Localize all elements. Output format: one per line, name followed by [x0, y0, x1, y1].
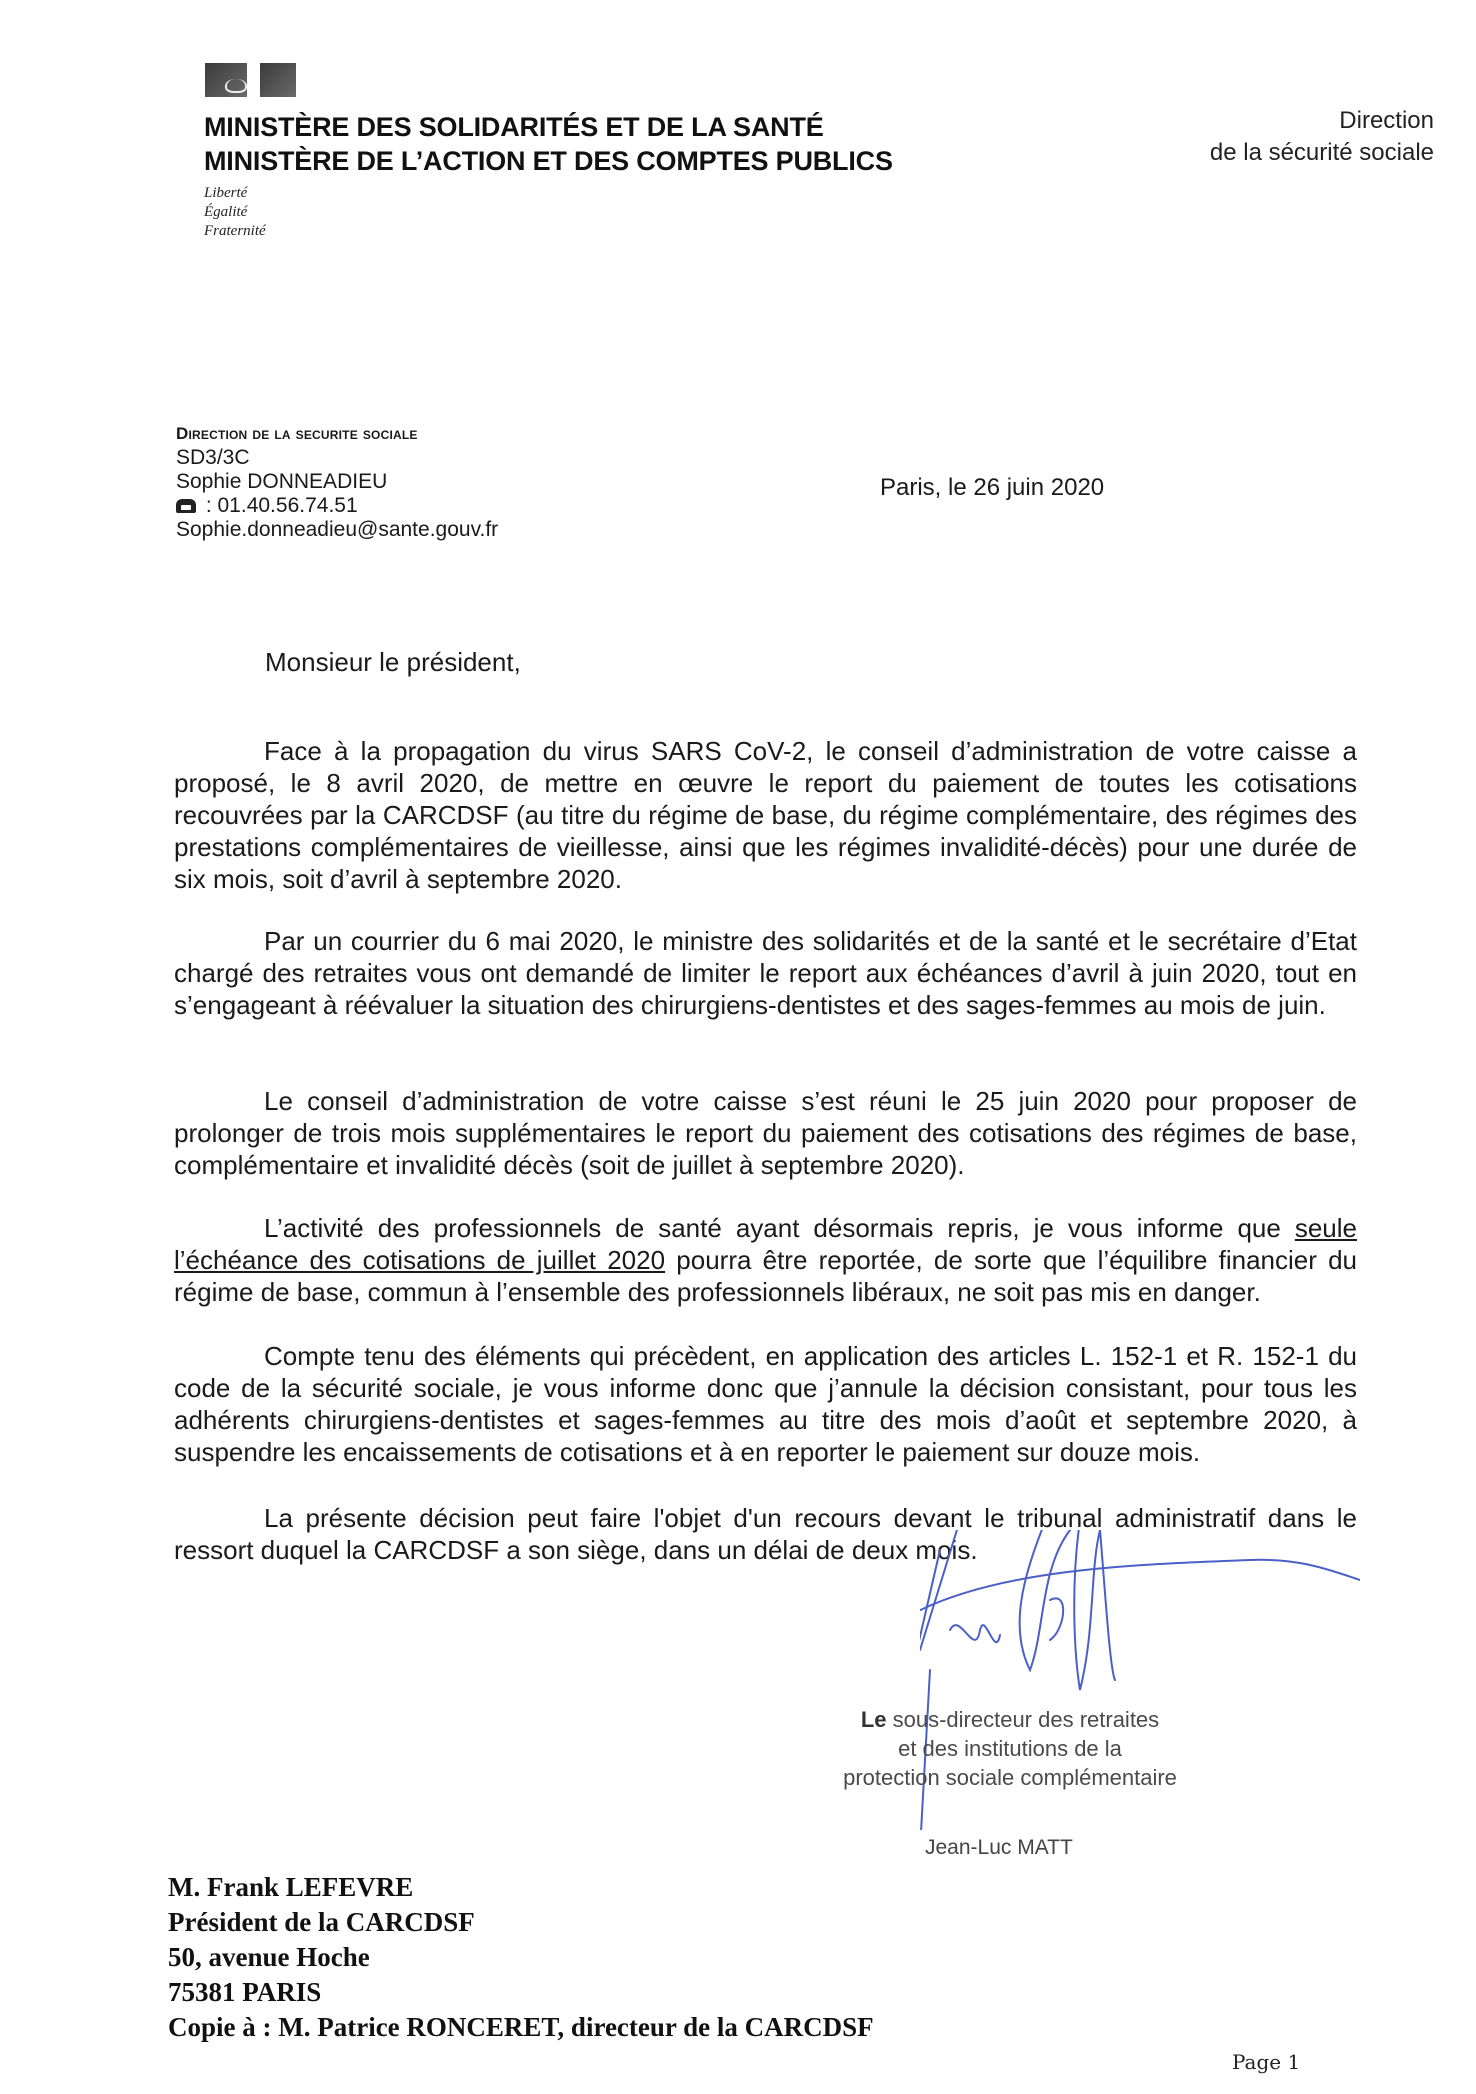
- ministry-line-1: MINISTÈRE DES SOLIDARITÉS ET DE LA SANTÉ: [204, 112, 824, 142]
- direction-line-2: de la sécurité sociale: [1209, 139, 1434, 166]
- paragraph-1: [174, 735, 1357, 895]
- republic-motto: [204, 184, 266, 241]
- sender-service: SD3/3C: [176, 446, 250, 469]
- sender-phone-number: : 01.40.56.74.51: [200, 494, 358, 517]
- telephone-icon: [176, 499, 196, 513]
- signature-stroke-2: [920, 1530, 960, 1650]
- signature-stroke-6: [1074, 1530, 1115, 1690]
- paragraph-4-tail: pourra être reportée, de sorte que l’équilibre financier du régime de base, commun à l’ensemble des professionnels libéraux, ne soit pas mis en danger.: [174, 1245, 1358, 1307]
- signature-stroke-3: [950, 1625, 1000, 1642]
- signatory-title-lead: Le: [860, 1707, 887, 1732]
- letter-date: Paris, le 26 juin 2020: [880, 474, 1105, 501]
- paragraph-4: [174, 1212, 1357, 1308]
- direction-header: [1210, 105, 1434, 169]
- recipient-copy: Copie à : M. Patrice RONCERET, directeur de la CARCDSF: [168, 2012, 874, 2042]
- signatory-title-line-2: et des institutions de la: [898, 1736, 1122, 1761]
- paragraph-5-text: Compte tenu des éléments qui précèdent, en application des articles L. 152-1 et R. 152-1 du code de la sécurité sociale, je vous informe donc que j’annule la décision consistant, pour tous les adhérents chirurgiens-dentistes et sages-femmes au titre des mois d’août et septembre 2020, à suspendre les encaissements de cotisations et à en reporter le paiement sur douze mois.: [174, 1341, 1357, 1467]
- recipient-city: 75381 PARIS: [168, 1977, 322, 2007]
- marianne-logo-icon: [205, 63, 301, 97]
- paragraph-4-lead: L’activité des professionnels de santé ayant désormais repris, je vous informe que: [264, 1213, 1295, 1243]
- motto-fraternite: Fraternité: [204, 223, 266, 239]
- page-number: Page 1: [1232, 2050, 1301, 2074]
- sender-organization: Direction de la securite sociale: [176, 424, 418, 443]
- sender-phone: [176, 494, 498, 518]
- paragraph-4-underlined: seule l’échéance des cotisations de juillet 2020: [174, 1213, 1357, 1275]
- recipient-name: M. Frank LEFEVRE: [168, 1872, 414, 1902]
- signature-stroke-main: [920, 1560, 1360, 1635]
- paragraph-3: [174, 1085, 1357, 1181]
- signatory-title-line-1: [820, 1705, 1200, 1734]
- direction-line-1: Direction: [1339, 107, 1434, 134]
- paragraph-5: [174, 1340, 1357, 1468]
- salutation: Monsieur le président,: [265, 647, 521, 677]
- signature-stroke-4: [1020, 1530, 1070, 1670]
- signatory-title: [820, 1705, 1200, 1792]
- signature-stroke-5: [1050, 1598, 1063, 1640]
- paragraph-2-text: Par un courrier du 6 mai 2020, le ministre des solidarités et de la santé et le secrétaire d’Etat chargé des retraites vous ont demandé de limiter le report aux échéances d’avril à juin 2020, tout en s’engageant à réévaluer la situation des chirurgiens-dentistes et des sages-femmes au mois de juin.: [174, 926, 1357, 1020]
- recipient-street: 50, avenue Hoche: [168, 1942, 370, 1972]
- sender-name: Sophie DONNEADIEU: [176, 470, 388, 493]
- ministry-line-2: MINISTÈRE DE L’ACTION ET DES COMPTES PUBLICS: [204, 146, 893, 176]
- paragraph-3-text: Le conseil d’administration de votre caisse s’est réuni le 25 juin 2020 pour proposer de prolonger de trois mois supplémentaires le report du paiement des cotisations des régimes de base, complémentaire et invalidité décès (soit de juillet à septembre 2020).: [174, 1086, 1357, 1180]
- signatory-title-line-3: protection sociale complémentaire: [843, 1765, 1177, 1790]
- paragraph-4-text: [174, 1212, 1357, 1308]
- paragraph-1-text: Face à la propagation du virus SARS CoV-2, le conseil d’administration de votre caisse a proposé, le 8 avril 2020, de mettre en œuvre le report du paiement de toutes les cotisations recouvrées par la CARCDSF (au titre du régime de base, du régime complémentaire, des régimes des prestations complémentaires de vieillesse, ainsi que les régimes invalidité-décès) pour une durée de six mois, soit d’avril à septembre 2020.: [174, 736, 1357, 894]
- motto-egalite: Égalité: [204, 204, 248, 220]
- signatory-name: Jean-Luc MATT: [925, 1836, 1073, 1859]
- recipient-role: Président de la CARCDSF: [168, 1907, 475, 1937]
- sender-email[interactable]: Sophie.donneadieu@sante.gouv.fr: [176, 518, 499, 541]
- ministry-header: [204, 110, 893, 178]
- paragraph-6-text: La présente décision peut faire l'objet d'un recours devant le tribunal administratif dans le ressort duquel la CARCDSF a son siège, dans un délai de deux mois.: [174, 1503, 1357, 1565]
- signatory-title-rest: sous-directeur des retraites: [886, 1707, 1160, 1732]
- sender-block: [176, 422, 498, 542]
- recipient-block: [168, 1870, 874, 2045]
- paragraph-2: [174, 925, 1357, 1021]
- motto-liberte: Liberté: [204, 185, 248, 201]
